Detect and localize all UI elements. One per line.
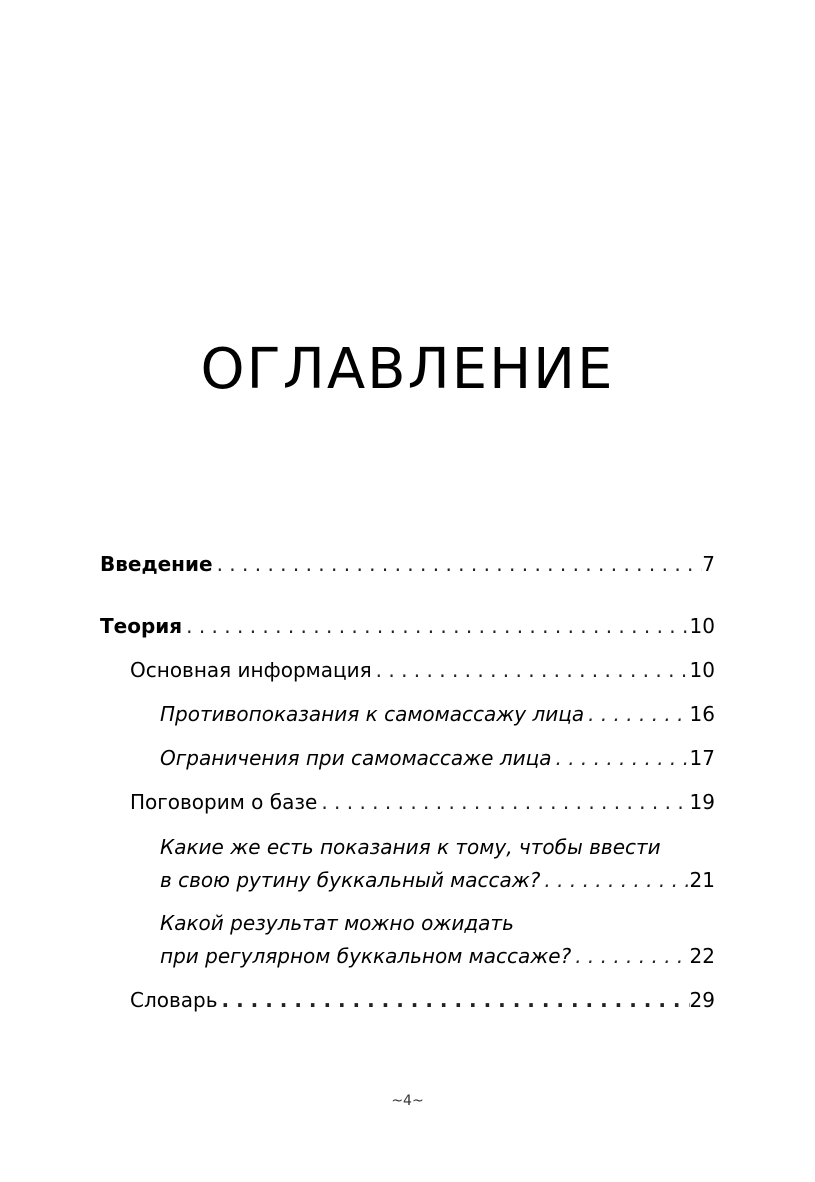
toc-page-number: 10 <box>689 658 715 682</box>
toc-entry-indications[interactable] <box>160 830 715 896</box>
toc-entry-label: Поговорим о базе <box>130 790 318 814</box>
toc-entry-label-line1: Какой результат можно ожидать <box>160 911 514 935</box>
toc-entry-label-line2: в свою рутину буккальный массаж? <box>160 868 541 892</box>
toc-entry-label: Противопоказания к самомассажу лица <box>160 702 585 726</box>
toc-entry-base[interactable] <box>130 786 715 818</box>
toc-leader-dots <box>182 610 689 642</box>
toc-page-number: 19 <box>689 790 715 814</box>
toc-entry-label: Словарь <box>130 988 218 1012</box>
toc-entry-contraindications[interactable] <box>160 698 715 730</box>
toc-page-number: 10 <box>689 614 715 638</box>
toc-entry-glossary[interactable] <box>130 984 715 1016</box>
toc-entry-intro[interactable] <box>100 548 715 580</box>
toc-entry-limitations[interactable] <box>160 742 715 774</box>
toc-leader-dots <box>372 654 690 686</box>
toc-entry-basic-info[interactable] <box>130 654 715 686</box>
toc-page-number: 21 <box>689 868 715 892</box>
toc-leader-dots <box>571 940 689 972</box>
toc-page-number: 16 <box>689 702 715 726</box>
toc-leader-dots <box>213 548 703 580</box>
toc-entry-label: Основная информация <box>130 658 372 682</box>
toc-entry-label-line1: Какие же есть показания к тому, чтобы ввести <box>160 835 661 859</box>
toc-page-number: 7 <box>702 552 715 576</box>
toc-page-number: 17 <box>689 746 715 770</box>
page-title: ОГЛАВЛЕНИЕ <box>200 337 615 402</box>
toc-page-number: 22 <box>689 944 715 968</box>
toc-entry-label: Введение <box>100 552 213 576</box>
toc-entry-label: Теория <box>100 614 183 638</box>
page-number-footer: ~4~ <box>391 1093 424 1109</box>
toc-leader-dots <box>317 786 689 818</box>
toc-leader-dots <box>218 984 690 1016</box>
toc-entry-theory[interactable] <box>100 610 715 642</box>
toc-leader-dots <box>551 742 689 774</box>
toc-leader-dots <box>540 864 689 896</box>
toc-leader-dots <box>584 698 689 730</box>
toc-entry-label-line2: при регулярном буккальном массаже? <box>160 944 572 968</box>
toc-page-number: 29 <box>689 988 715 1012</box>
toc-entry-results[interactable] <box>160 906 715 972</box>
toc-entry-label: Ограничения при самомассаже лица <box>160 746 552 770</box>
